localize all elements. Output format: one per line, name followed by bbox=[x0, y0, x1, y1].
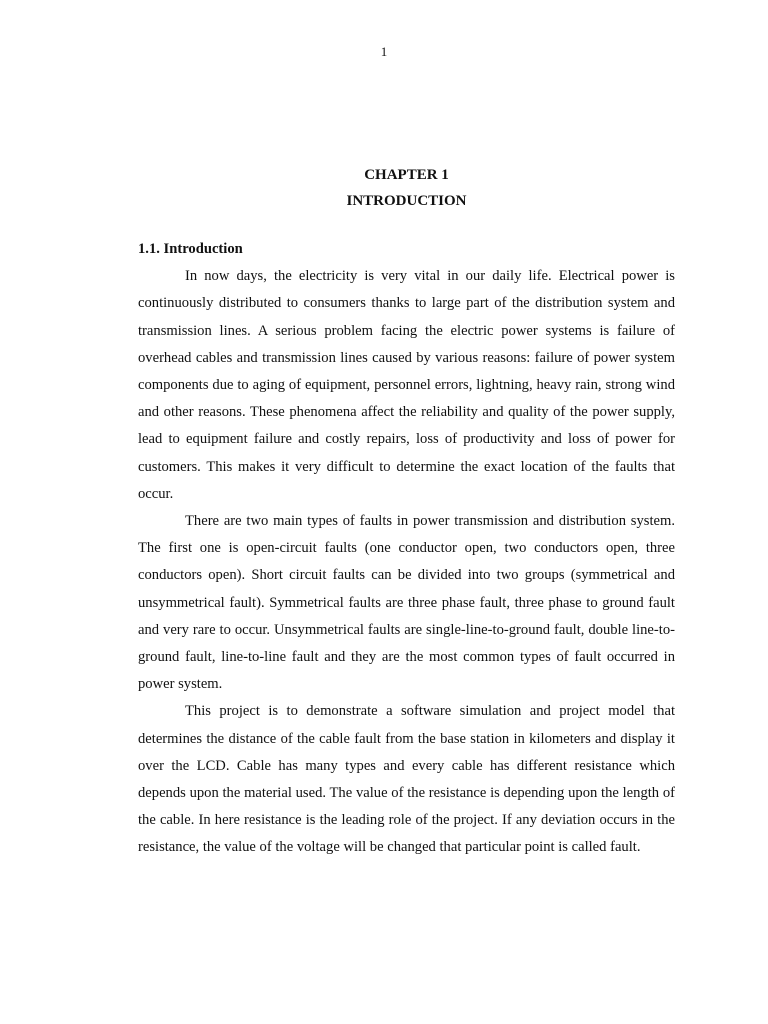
page-number: 1 bbox=[380, 44, 388, 59]
paragraph-2: There are two main types of faults in power transmission and distribution system. The first one is open-circuit faults (one conductor open, two conductors open, three conductors open). Short circuit faults can be divided into two groups (symmetrical and unsymmetrical fault). Symmetrical faults are three phase fault, three phase to ground fault and very rare to occur. Unsymmetrical faults are single-line-to-ground fault, double line-to-ground fault, line-to-line fault and they are the most common types of fault occurred in power system. bbox=[138, 513, 675, 693]
chapter-title: INTRODUCTION bbox=[346, 193, 467, 209]
section-title: 1.1. Introduction bbox=[138, 241, 243, 257]
chapter-label: CHAPTER 1 bbox=[364, 167, 449, 183]
section-body bbox=[138, 236, 675, 862]
paragraph-1: In now days, the electricity is very vital in our daily life. Electrical power is continuously distributed to consumers thanks to large part of the distribution system and transmission lines. A serious problem facing the electric power systems is failure of overhead cables and transmission lines caused by various reasons: failure of power system components due to aging of equipment, personnel errors, lightning, heavy rain, strong wind and other reasons. These phenomena affect the reliability and quality of the power supply, lead to equipment failure and costly repairs, loss of productivity and loss of power for customers. This makes it very difficult to determine the exact location of the faults that occur. bbox=[138, 268, 675, 502]
paragraph-3: This project is to demonstrate a software simulation and project model that determines the distance of the cable fault from the base station in kilometers and display it over the LCD. Cable has many types and every cable has different resistance which depends upon the material used. The value of the resistance is depending upon the length of the cable. In here resistance is the leading role of the project. If any deviation occurs in the resistance, the value of the voltage will be changed that particular point is called fault. bbox=[138, 703, 675, 856]
chapter-heading bbox=[138, 162, 675, 214]
